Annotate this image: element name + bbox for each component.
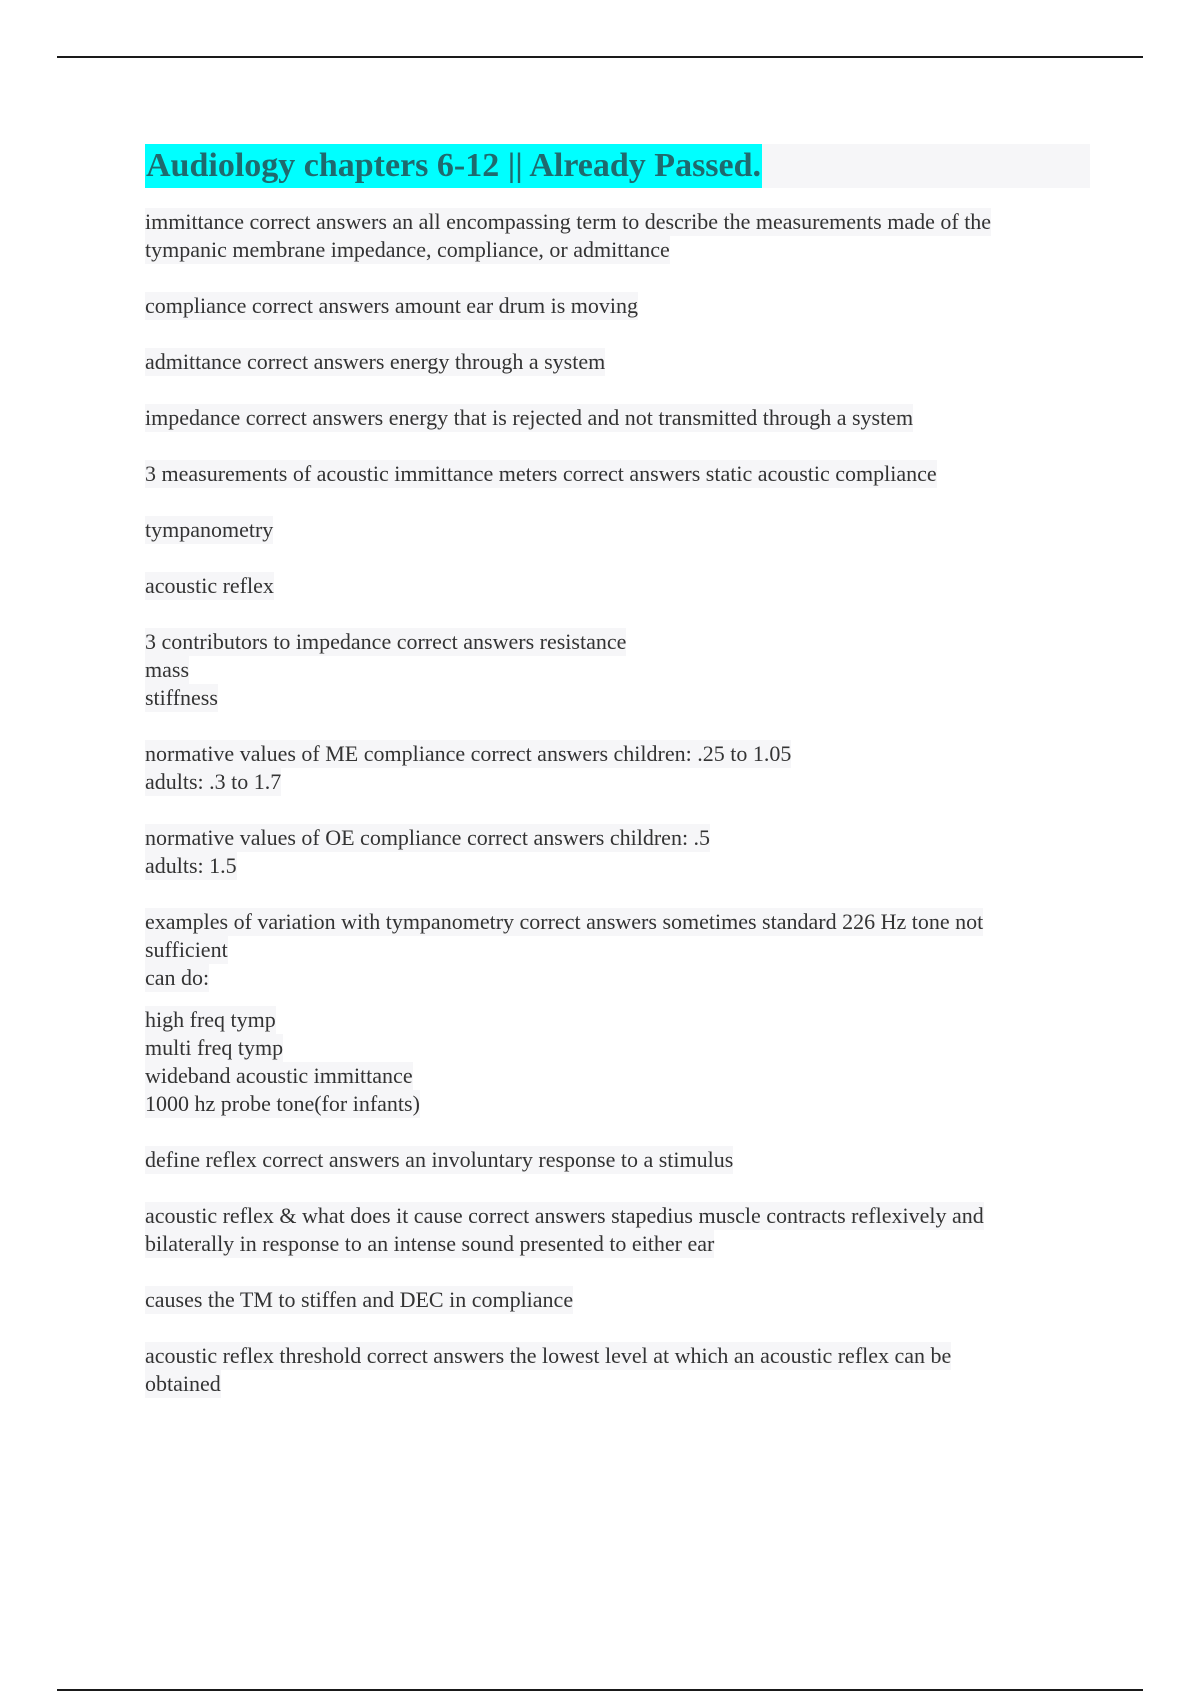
qa-entry	[145, 516, 1090, 544]
qa-entry	[145, 1202, 1090, 1258]
entry-line: 3 contributors to impedance correct answers resistance	[145, 629, 627, 654]
entry-line: acoustic reflex & what does it cause correct answers stapedius muscle contracts reflexively and	[145, 1203, 984, 1228]
qa-entry	[145, 740, 1090, 796]
entry-line: high freq tymp	[145, 1007, 276, 1032]
entry-line: multi freq tymp	[145, 1035, 284, 1060]
bottom-rule	[57, 1689, 1143, 1691]
entry-line: compliance correct answers amount ear drum is moving	[145, 293, 639, 318]
entry-line: bilaterally in response to an intense sound presented to either ear	[145, 1231, 715, 1256]
blank-line	[145, 992, 1090, 1006]
document-body	[145, 144, 1090, 1426]
qa-entry	[145, 348, 1090, 376]
entry-line: adults: .3 to 1.7	[145, 769, 282, 794]
qa-entry	[145, 628, 1090, 712]
entry-line: define reflex correct answers an involuntary response to a stimulus	[145, 1147, 734, 1172]
entry-line: causes the TM to stiffen and DEC in compliance	[145, 1287, 574, 1312]
entry-line: immittance correct answers an all encompassing term to describe the measurements made of the	[145, 209, 992, 234]
entry-line: normative values of OE compliance correct answers children: .5	[145, 825, 711, 850]
entry-line: tympanic membrane impedance, compliance, or admittance	[145, 237, 670, 262]
entry-line: acoustic reflex threshold correct answers the lowest level at which an acoustic reflex can be	[145, 1343, 952, 1368]
entry-line: mass	[145, 657, 189, 682]
entry-line: normative values of ME compliance correct answers children: .25 to 1.05	[145, 741, 792, 766]
entry-line: admittance correct answers energy through a system	[145, 349, 606, 374]
qa-entry	[145, 292, 1090, 320]
entry-line: examples of variation with tympanometry correct answers sometimes standard 226 Hz tone not	[145, 909, 984, 934]
entry-line: sufficient	[145, 937, 228, 962]
entry-line: can do:	[145, 965, 210, 990]
qa-entry	[145, 1146, 1090, 1174]
entry-line: wideband acoustic immittance	[145, 1063, 413, 1088]
entry-line: stiffness	[145, 685, 218, 710]
entry-line: tympanometry	[145, 517, 274, 542]
entry-line: impedance correct answers energy that is rejected and not transmitted through a system	[145, 405, 914, 430]
entry-line: adults: 1.5	[145, 853, 237, 878]
entry-line: acoustic reflex	[145, 573, 274, 598]
entry-line: obtained	[145, 1371, 221, 1396]
qa-entry	[145, 1342, 1090, 1398]
qa-entry	[145, 572, 1090, 600]
qa-entry	[145, 460, 1090, 488]
entry-line: 1000 hz probe tone(for infants)	[145, 1091, 420, 1116]
qa-entry	[145, 404, 1090, 432]
qa-entry	[145, 208, 1090, 264]
qa-entry	[145, 1286, 1090, 1314]
qa-entry	[145, 908, 1090, 1118]
title-bar	[145, 144, 1090, 188]
qa-entry	[145, 824, 1090, 880]
entry-list	[145, 208, 1090, 1398]
document-title: Audiology chapters 6-12 || Already Passed.	[145, 144, 762, 188]
top-rule	[57, 56, 1143, 58]
entry-line: 3 measurements of acoustic immittance meters correct answers static acoustic compliance	[145, 461, 937, 486]
